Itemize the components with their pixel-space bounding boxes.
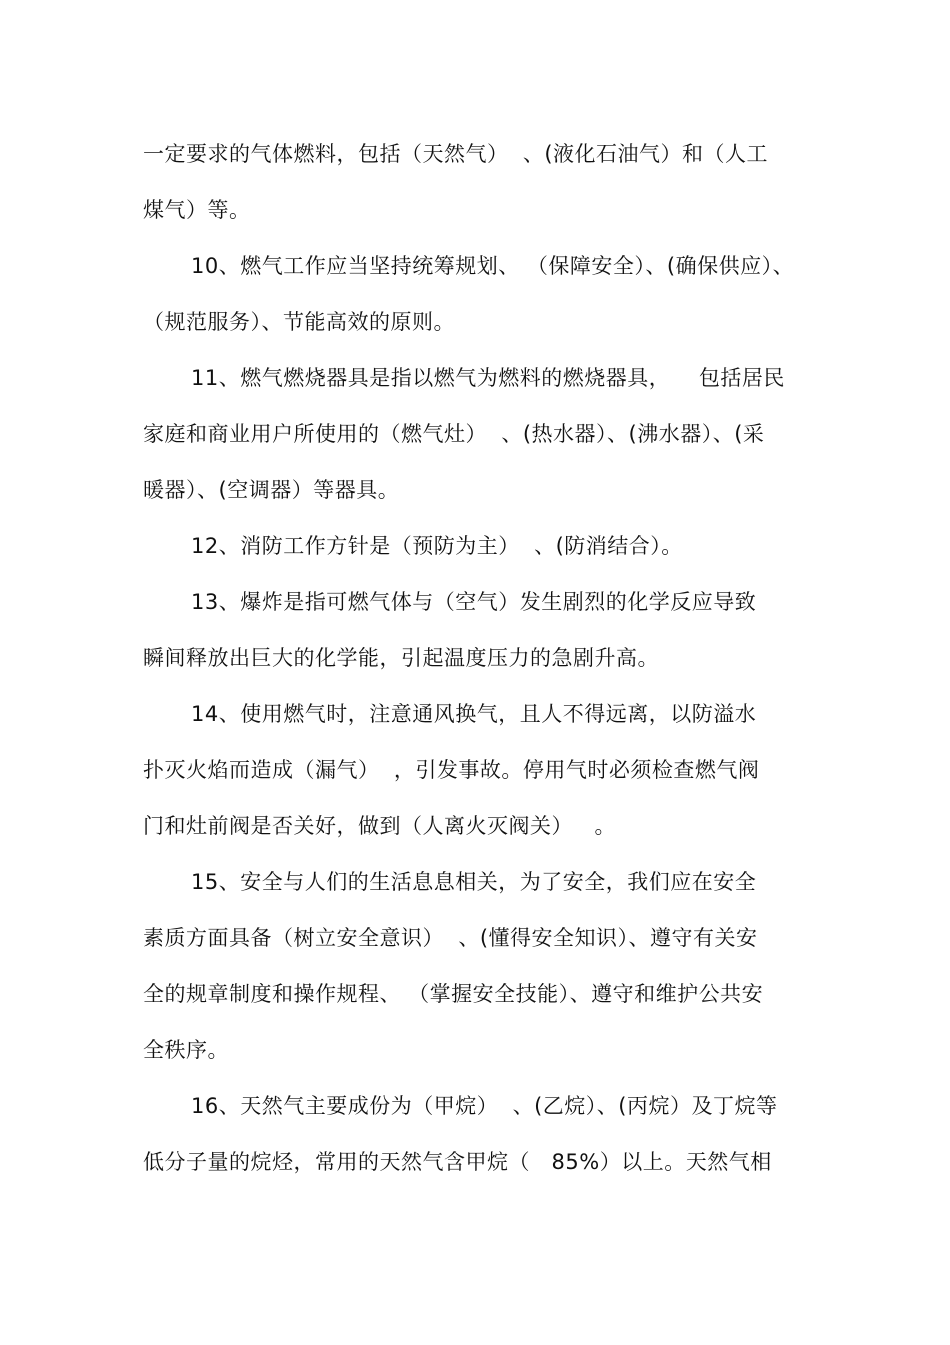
- paragraph-12-line: 12、消防工作方针是（预防为主） 、(防消结合）。: [191, 534, 683, 558]
- paragraph-14-line: 14、使用燃气时，注意通风换气，且人不得远离，以防溢水: [191, 702, 757, 726]
- paragraph-11-line: 11、燃气燃烧器具是指以燃气为燃料的燃烧器具， 包括居民: [191, 366, 785, 390]
- text-line: 扑灭火焰而造成（漏气） ，引发事故。停用气时必须检查燃气阀: [143, 758, 760, 782]
- paragraph-13-line: 13、爆炸是指可燃气体与（空气）发生剧烈的化学反应导致: [191, 590, 757, 614]
- text-line: 全秩序。: [143, 1038, 229, 1062]
- text-line: 瞬间释放出巨大的化学能，引起温度压力的急剧升高。: [143, 646, 659, 670]
- text-line: 暖器）、(空调器）等器具。: [143, 478, 400, 502]
- text-line: 素质方面具备（树立安全意识） 、(懂得安全知识）、遵守有关安: [143, 926, 758, 950]
- text-line: 煤气）等。: [143, 198, 251, 222]
- text-line: 一定要求的气体燃料，包括（天然气） 、(液化石油气）和（人工: [143, 142, 769, 166]
- paragraph-16-line: 16、天然气主要成份为（甲烷） 、(乙烷）、(丙烷）及丁烷等: [191, 1094, 778, 1118]
- text-line: 家庭和商业用户所使用的（燃气灶） 、(热水器）、(沸水器）、(采: [143, 422, 765, 446]
- text-line: （规范服务）、节能高效的原则。: [143, 310, 455, 334]
- text-line: 全的规章制度和操作规程、 （掌握安全技能）、遵守和维护公共安: [143, 982, 764, 1006]
- text-line: 门和灶前阀是否关好，做到（人离火灭阀关） 。: [143, 814, 617, 838]
- paragraph-15-line: 15、安全与人们的生活息息相关，为了安全，我们应在安全: [191, 870, 757, 894]
- text-line: 低分子量的烷烃，常用的天然气含甲烷（ 85%）以上。天然气相: [143, 1150, 772, 1174]
- paragraph-10-line: 10、燃气工作应当坚持统筹规划、 （保障安全）、(确保供应）、: [191, 254, 795, 278]
